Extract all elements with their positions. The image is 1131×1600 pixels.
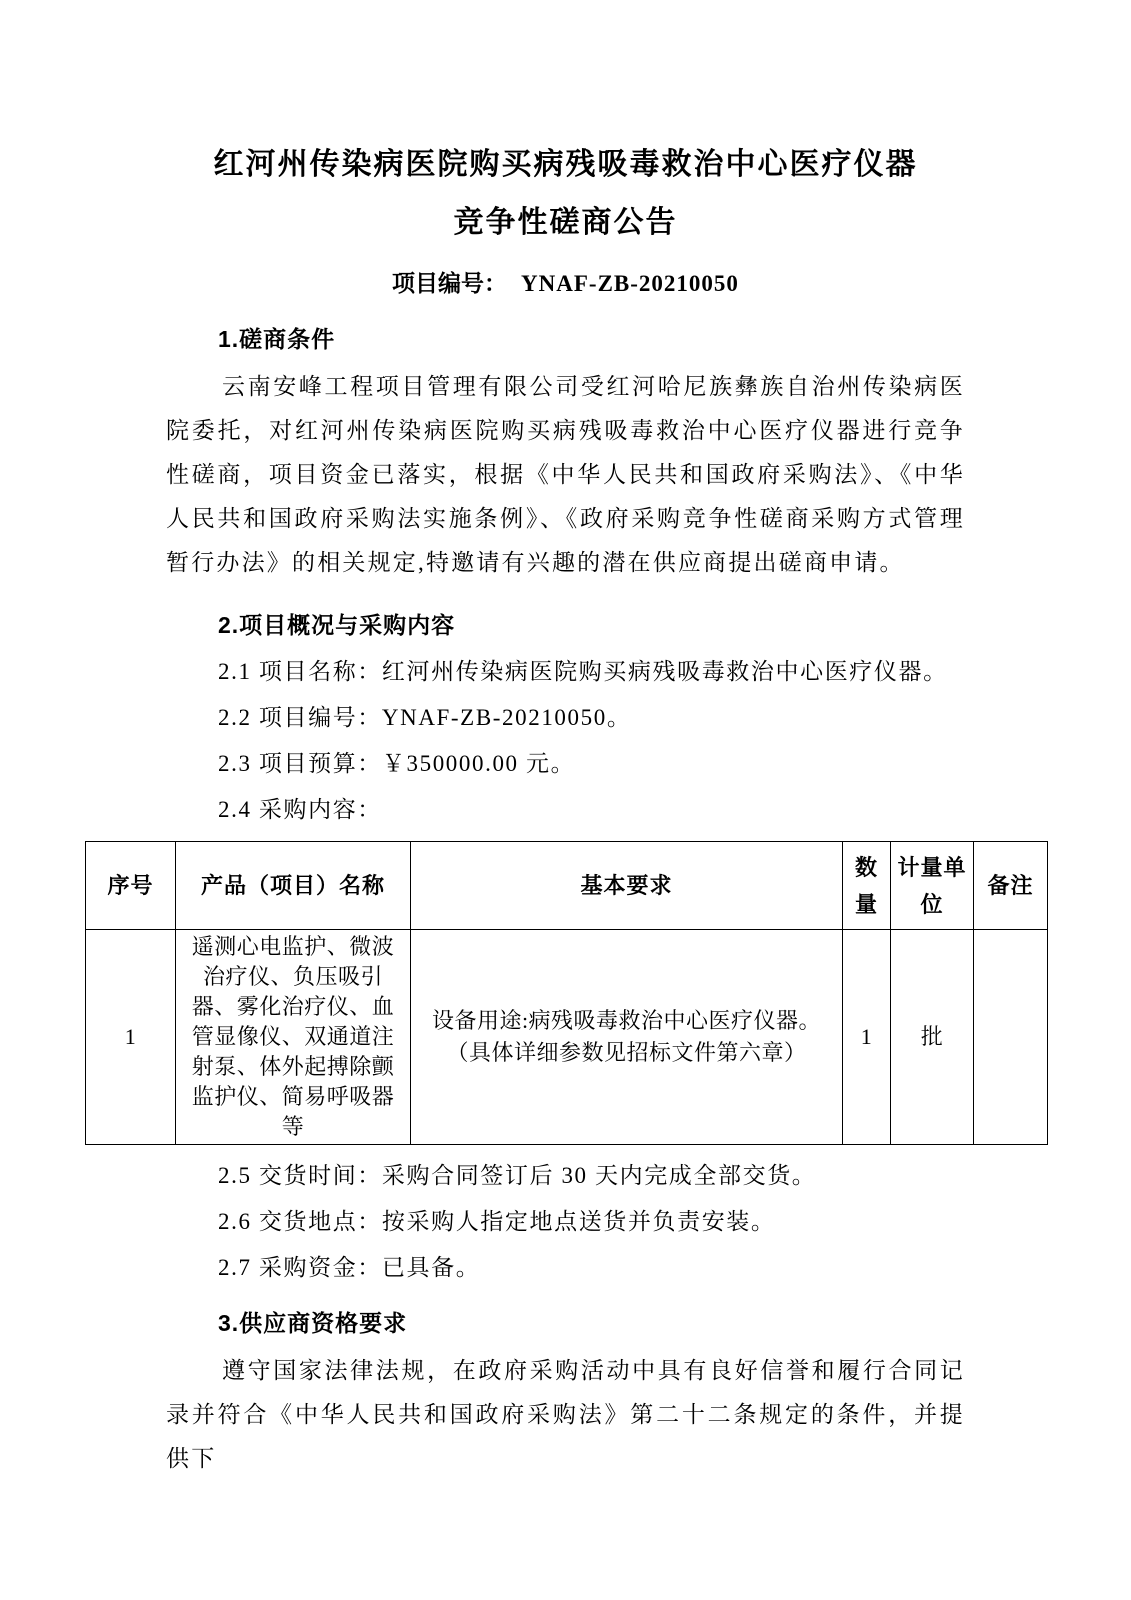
table-header-product-name: 产品（项目）名称 <box>176 842 411 930</box>
project-number-label: 项目编号： <box>392 270 508 296</box>
item-2-6-delivery-place: 2.6 交货地点：按采购人指定地点送货并负责安装。 <box>218 1209 776 1234</box>
cell-basic-requirements <box>411 930 843 1145</box>
document-title-line1: 红河州传染病医院购买病残吸毒救治中心医疗仪器 <box>213 148 918 181</box>
table-header-basic-requirements: 基本要求 <box>411 842 843 930</box>
table-header-row <box>86 842 1048 930</box>
project-number-value: YNAF-ZB-20210050 <box>521 271 739 296</box>
cell-seq: 1 <box>86 930 176 1145</box>
table-header-quantity: 数量 <box>843 842 891 930</box>
item-2-4-purchase-content: 2.4 采购内容： <box>218 797 382 822</box>
cell-unit: 批 <box>891 930 974 1145</box>
section-2-heading: 2.项目概况与采购内容 <box>218 612 456 638</box>
requirement-line-1: 设备用途:病残吸毒救治中心医疗仪器。 <box>431 1008 822 1033</box>
item-2-7-purchase-funds: 2.7 采购资金：已具备。 <box>218 1255 481 1280</box>
section-2-items-before-table <box>166 656 965 825</box>
section-3-heading: 3.供应商资格要求 <box>218 1310 408 1336</box>
item-2-2-project-number: 2.2 项目编号：YNAF-ZB-20210050。 <box>218 705 632 730</box>
table-row <box>86 930 1048 1145</box>
procurement-content-table <box>85 841 1048 1145</box>
table-header-unit: 计量单位 <box>891 842 974 930</box>
item-2-5-delivery-time: 2.5 交货时间：采购合同签订后 30 天内完成全部交货。 <box>218 1163 817 1188</box>
item-2-3-project-budget: 2.3 项目预算：￥350000.00 元。 <box>218 751 576 776</box>
table-header-remark: 备注 <box>974 842 1048 930</box>
document-title-line2: 竞争性磋商公告 <box>453 206 678 239</box>
cell-remark <box>974 930 1048 1145</box>
project-number-line <box>166 268 965 299</box>
requirement-line-2: （具体详细参数见招标文件第六章） <box>446 1040 807 1065</box>
section-2-items-after-table <box>166 1160 965 1283</box>
cell-product-name: 遥测心电监护、微波治疗仪、负压吸引器、雾化治疗仪、血管显像仪、双通道注射泵、体外起搏除颤监护仪、简易呼吸器等 <box>176 930 411 1145</box>
section-1-heading: 1.磋商条件 <box>218 326 336 352</box>
cell-quantity: 1 <box>843 930 891 1145</box>
section-1-paragraph: 云南安峰工程项目管理有限公司受红河哈尼族彝族自治州传染病医院委托，对红河州传染病医院购买病残吸毒救治中心医疗仪器进行竞争性磋商，项目资金已落实，根据《中华人民共和国政府采购法》、《中华人民共和国政府采购法实施条例》、《政府采购竞争性磋商采购方式管理暂行办法》的相关规定,特邀请有兴趣的潜在供应商提出磋商申请。 <box>166 374 965 575</box>
table-header-seq: 序号 <box>86 842 176 930</box>
section-3-paragraph: 遵守国家法律法规，在政府采购活动中具有良好信誉和履行合同记录并符合《中华人民共和国政府采购法》第二十二条规定的条件，并提供下 <box>166 1358 965 1471</box>
item-2-1-project-name: 2.1 项目名称：红河州传染病医院购买病残吸毒救治中心医疗仪器。 <box>218 659 948 684</box>
